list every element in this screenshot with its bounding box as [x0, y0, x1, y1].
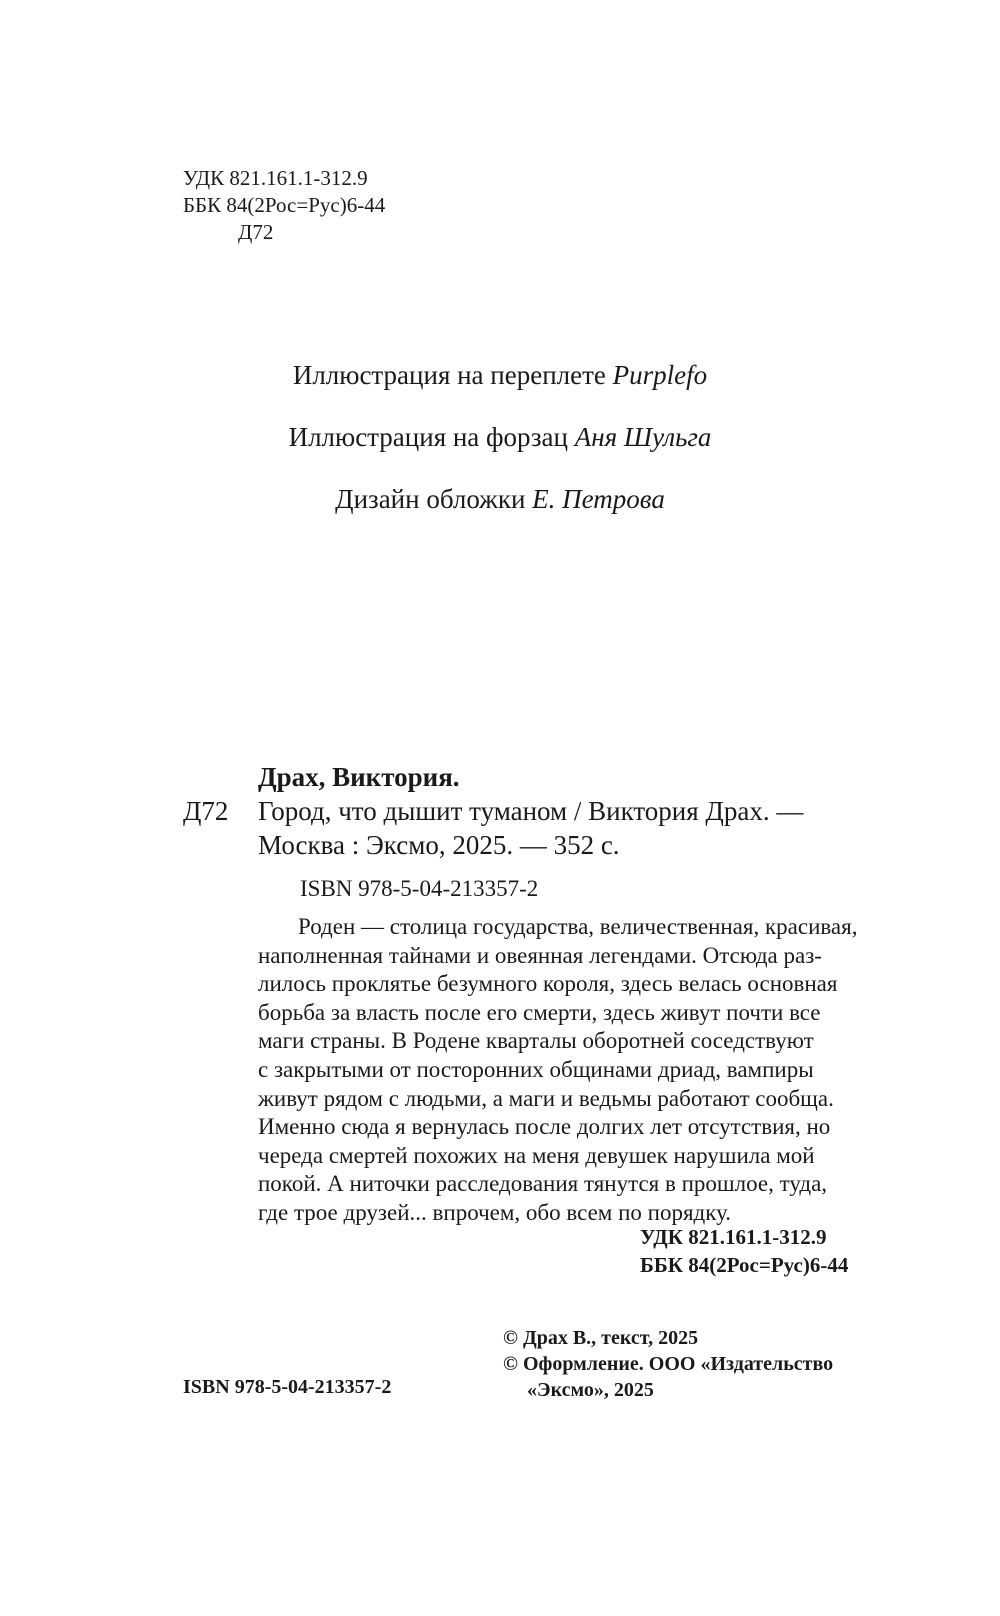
annotation-line: живут рядом с людьми, а маги и ведьмы работают сообща. — [258, 1085, 834, 1111]
catalog-isbn: ISBN 978-5-04-213357-2 — [300, 876, 539, 901]
annotation-line: наполненная тайнами и овеянная легендами. Отсюда раз- — [258, 942, 822, 968]
annotation-line: с закрытыми от посторонних общинами дриад, вампиры — [258, 1056, 814, 1082]
catalog-title: Город, что дышит туманом / Виктория Драх. — — [258, 796, 804, 826]
credit-label: Дизайн обложки — [335, 484, 533, 514]
catalog-publication: Москва : Эксмо, 2025. — 352 с. — [258, 830, 620, 860]
author-mark: Д72 — [238, 220, 274, 244]
copyright-block — [503, 1325, 833, 1403]
credit-cover-design — [0, 484, 1000, 515]
annotation-line: покой. А ниточки расследования тянутся в прошлое, туда, — [258, 1171, 828, 1197]
bbk-code: ББК 84(2Рос=Рус)6-44 — [183, 193, 386, 217]
credit-name: Аня Шульга — [574, 422, 712, 452]
copyright-design-cont: «Эксмо», 2025 — [527, 1379, 654, 1401]
annotation-line: Именно сюда я вернулась после долгих лет отсутствия, но — [258, 1114, 831, 1140]
catalog-author: Драх, Виктория. — [258, 762, 460, 792]
credit-cover-illustration — [0, 360, 1000, 391]
annotation-line: Роден — столица государства, величественная, красивая, — [298, 914, 858, 939]
top-classification-codes — [183, 165, 385, 246]
isbn-bottom: ISBN 978-5-04-213357-2 — [183, 1376, 392, 1398]
annotation-line: лилось проклятье безумного короля, здесь велась основная — [258, 971, 838, 997]
credit-label: Иллюстрация на переплете — [292, 360, 613, 390]
annotation-line: череда смертей похожих на меня девушек нарушила мой — [258, 1142, 815, 1168]
annotation-line: где трое друзей... впрочем, обо всем по порядку. — [258, 1199, 732, 1225]
annotation-line: маги страны. В Родене кварталы оборотней соседствуют — [258, 1028, 814, 1054]
copyright-text: © Драх В., текст, 2025 — [503, 1327, 699, 1349]
credit-name: Е. Петрова — [532, 484, 665, 514]
catalog-code: Д72 — [183, 796, 229, 826]
bottom-bbk-code: ББК 84(2Рос=Рус)6-44 — [640, 1253, 849, 1277]
credit-name: Purplefo — [612, 360, 708, 390]
bottom-udk-code: УДК 821.161.1-312.9 — [640, 1225, 827, 1249]
credit-endpaper-illustration — [0, 422, 1000, 453]
udk-code: УДК 821.161.1-312.9 — [183, 166, 368, 190]
credit-label: Иллюстрация на форзац — [288, 422, 575, 452]
annotation — [258, 913, 868, 1228]
copyright-design: © Оформление. ООО «Издательство — [503, 1353, 834, 1375]
bottom-classification-codes — [640, 1223, 848, 1279]
annotation-line: борьба за власть после его смерти, здесь живут почти все — [258, 999, 821, 1025]
